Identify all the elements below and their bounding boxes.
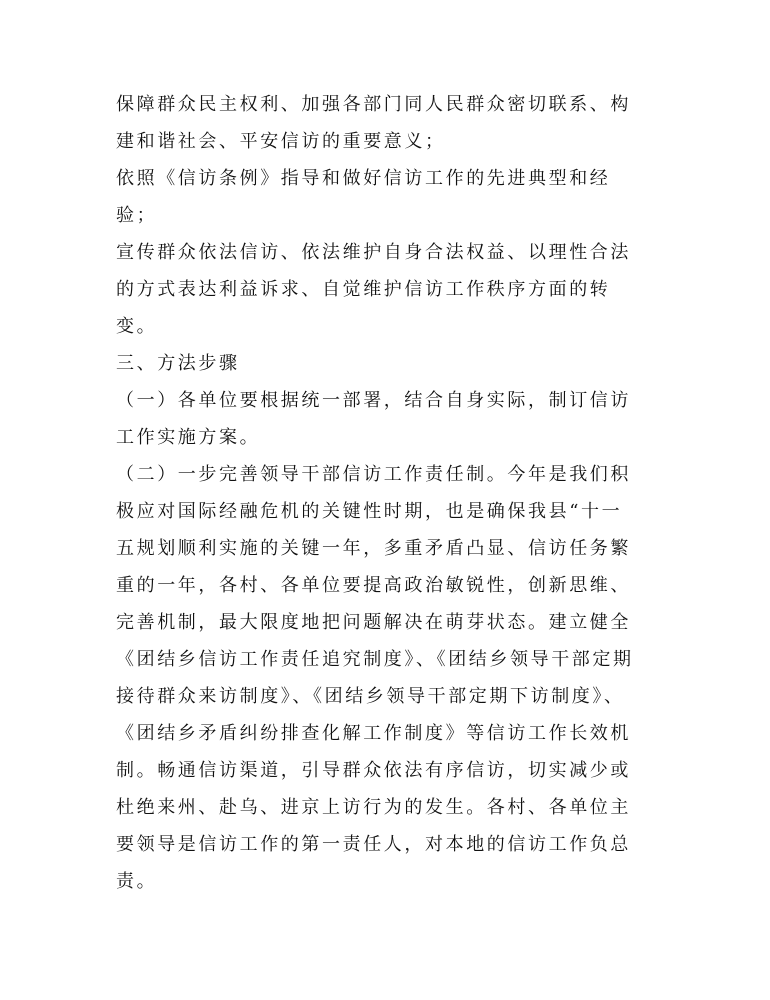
text-line: 制。畅通信访渠道，引导群众依法有序信访，切实减少或 [116, 760, 631, 781]
paragraph-step-two [116, 456, 676, 900]
text-line: 工作实施方案。 [116, 427, 261, 448]
text-line: 变。 [116, 316, 158, 337]
text-line: 五规划顺利实施的关键一年，多重矛盾凸显、信访任务繁 [116, 538, 631, 559]
text-line: 接待群众来访制度》、《团结乡领导干部定期下访制度》、 [116, 686, 625, 707]
text-line: 《团结乡信访工作责任追究制度》、《团结乡领导干部定期 [116, 649, 634, 670]
text-line: 建和谐社会、平安信访的重要意义； [116, 131, 446, 152]
text-line: 杜绝来州、赴乌、进京上访行为的发生。各村、各单位主 [116, 797, 631, 818]
text-line: 极应对国际经融危机的关键性时期，也是确保我县“十一 [116, 501, 623, 522]
text-line: 完善机制，最大限度地把问题解决在萌芽状态。建立健全 [116, 612, 631, 633]
paragraph-significance [116, 86, 676, 160]
paragraph-publicity [116, 234, 676, 345]
text-line: 《团结乡矛盾纠纷排查化解工作制度》等信访工作长效机 [116, 723, 631, 744]
text-line: 责。 [116, 871, 158, 892]
text-line: 的方式表达利益诉求、自觉维护信访工作秩序方面的转 [116, 279, 611, 300]
text-line: （二）一步完善领导干部信访工作责任制。今年是我们积 [116, 464, 631, 485]
text-line: 依照《信访条例》指导和做好信访工作的先进典型和经 [116, 168, 611, 189]
text-line: 宣传群众依法信访、依法维护自身合法权益、以理性合法 [116, 242, 631, 263]
text-line: 保障群众民主权利、加强各部门同人民群众密切联系、构 [116, 94, 631, 115]
section-heading [116, 345, 676, 382]
text-line: （一）各单位要根据统一部署，结合自身实际，制订信访 [116, 390, 631, 411]
paragraph-regulations [116, 160, 676, 234]
paragraph-step-one [116, 382, 676, 456]
text-line: 重的一年，各村、各单位要提高政治敏锐性，创新思维、 [116, 575, 631, 596]
section-heading-text: 三、方法步骤 [116, 353, 240, 374]
text-line: 验； [116, 205, 158, 226]
text-line: 要领导是信访工作的第一责任人，对本地的信访工作负总 [116, 834, 631, 855]
document-body [116, 86, 676, 900]
